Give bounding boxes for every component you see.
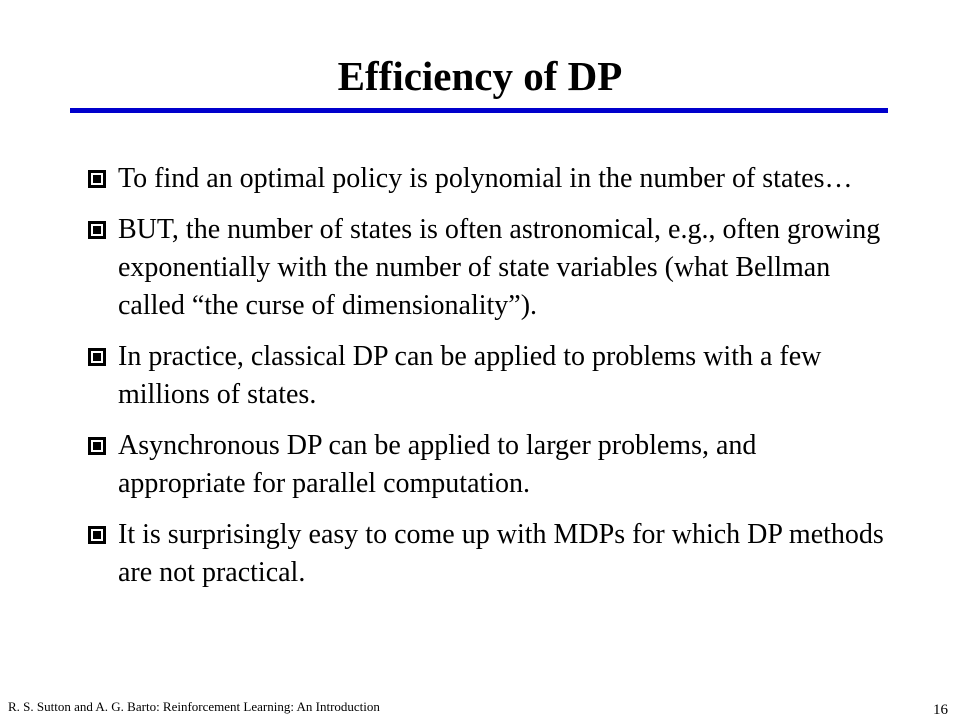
square-bullet-icon	[88, 221, 106, 239]
bullet-text: In practice, classical DP can be applied to problems with a few millions of states.	[118, 341, 822, 410]
footer-credit: R. S. Sutton and A. G. Barto: Reinforcement Learning: An Introduction	[8, 699, 380, 714]
square-bullet-icon	[88, 348, 106, 366]
bullet-item	[84, 427, 884, 503]
square-bullet-icon	[88, 170, 106, 188]
bullet-item	[84, 516, 884, 592]
title-underline	[70, 108, 888, 113]
bullet-item	[84, 338, 884, 414]
bullet-text: To find an optimal policy is polynomial in the number of states…	[118, 163, 853, 194]
page-number: 16	[933, 702, 948, 718]
bullet-item	[84, 160, 884, 198]
square-bullet-icon	[88, 437, 106, 455]
bullet-text: BUT, the number of states is often astronomical, e.g., often growing exponentially with the number of state variables (what Bellman called “the curse of dimensionality”).	[118, 214, 881, 321]
bullet-text: It is surprisingly easy to come up with MDPs for which DP methods are not practical.	[118, 519, 884, 588]
bullet-item	[84, 211, 884, 325]
bullet-list	[84, 160, 884, 605]
square-bullet-icon	[88, 526, 106, 544]
slide-title: Efficiency of DP	[337, 53, 623, 99]
bullet-text: Asynchronous DP can be applied to larger problems, and appropriate for parallel computation.	[118, 430, 757, 499]
